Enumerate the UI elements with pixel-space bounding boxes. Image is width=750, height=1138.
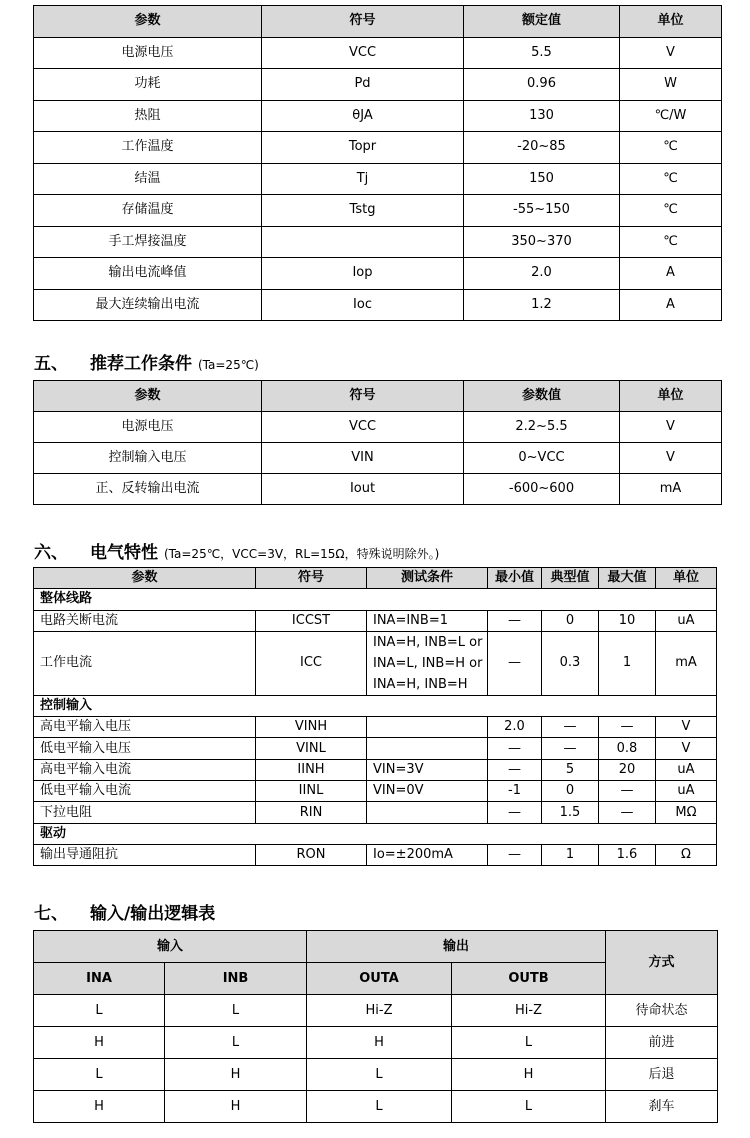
header-param: 参数 [34, 568, 256, 589]
cell-outb: L [452, 1091, 606, 1123]
cell-condition [367, 738, 488, 759]
header-symbol: 符号 [262, 381, 464, 412]
cell-typ: 0.3 [542, 631, 599, 695]
cell-param: 电源电压 [34, 37, 262, 69]
header-param: 参数 [34, 6, 262, 38]
cell-unit: ℃/W [620, 100, 722, 132]
cell-outa: L [307, 1059, 452, 1091]
table-row [34, 226, 722, 258]
section5-number: 五、 [34, 354, 68, 374]
cell-symbol: Iop [262, 258, 464, 290]
table-row [34, 443, 722, 474]
cell-rating: -55~150 [464, 195, 620, 227]
section7-number: 七、 [34, 904, 68, 924]
cell-mode: 后退 [606, 1059, 718, 1091]
cell-typ: 0 [542, 781, 599, 802]
table-header-row [34, 931, 718, 963]
cell-mode: 刹车 [606, 1091, 718, 1123]
cell-unit: Ω [656, 844, 717, 865]
cell-symbol: VCC [262, 37, 464, 69]
cell-unit: V [656, 738, 717, 759]
cell-param: 控制输入电压 [34, 443, 262, 474]
cell-unit: V [620, 412, 722, 443]
cell-max: 0.8 [599, 738, 656, 759]
section7-heading [34, 899, 215, 924]
cell-symbol: VCC [262, 412, 464, 443]
cell-condition [367, 802, 488, 823]
header-condition: 测试条件 [367, 568, 488, 589]
table-row [34, 163, 722, 195]
cell-symbol: VINH [256, 717, 367, 738]
section6-title: 电气特性 [90, 543, 158, 563]
cell-inb: L [165, 1027, 307, 1059]
header-unit: 单位 [620, 381, 722, 412]
cell-param: 低电平输入电压 [34, 738, 256, 759]
cell-unit: MΩ [656, 802, 717, 823]
cell-param: 工作温度 [34, 132, 262, 164]
cell-typ: — [542, 717, 599, 738]
cell-param: 下拉电阻 [34, 802, 256, 823]
cell-symbol: θJA [262, 100, 464, 132]
header-ina: INA [34, 963, 165, 995]
cell-rating: 5.5 [464, 37, 620, 69]
cell-param: 输出电流峰值 [34, 258, 262, 290]
logic-table [33, 930, 718, 1123]
logic-table-body [34, 931, 718, 1123]
cell-rating: 350~370 [464, 226, 620, 258]
table-row [34, 631, 717, 695]
cell-param: 手工焊接温度 [34, 226, 262, 258]
cell-rating: -20~85 [464, 132, 620, 164]
cell-unit: V [620, 443, 722, 474]
condition-line: INA=H, INB=H [373, 676, 468, 692]
cell-outa: L [307, 1091, 452, 1123]
cell-ina: H [34, 1091, 165, 1123]
cell-unit: mA [656, 631, 717, 695]
header-mode: 方式 [606, 931, 718, 995]
header-rating: 额定值 [464, 6, 620, 38]
table-row [34, 717, 717, 738]
cell-mode: 前进 [606, 1027, 718, 1059]
cell-symbol: IINL [256, 781, 367, 802]
cell-max: 10 [599, 610, 656, 631]
cell-symbol: IINH [256, 759, 367, 780]
cell-min: — [488, 610, 542, 631]
cell-rating: 0.96 [464, 69, 620, 101]
header-unit: 单位 [620, 6, 722, 38]
header-unit: 单位 [656, 568, 717, 589]
cell-param: 高电平输入电压 [34, 717, 256, 738]
cell-symbol: ICC [256, 631, 367, 695]
header-inb: INB [165, 963, 307, 995]
group-label-drive: 驱动 [34, 823, 717, 844]
cell-unit: uA [656, 759, 717, 780]
table-row [34, 289, 722, 321]
table-row [34, 759, 717, 780]
cell-rating: 1.2 [464, 289, 620, 321]
cell-rating: 150 [464, 163, 620, 195]
cell-min: — [488, 802, 542, 823]
section6-heading [34, 538, 439, 563]
cell-outa: Hi-Z [307, 995, 452, 1027]
table-row [34, 610, 717, 631]
cell-inb: H [165, 1059, 307, 1091]
cell-param: 结温 [34, 163, 262, 195]
cell-param: 热阻 [34, 100, 262, 132]
cell-param: 输出导通阻抗 [34, 844, 256, 865]
absolute-ratings-table [33, 5, 722, 321]
cell-symbol: Tj [262, 163, 464, 195]
cell-unit: V [620, 37, 722, 69]
cell-max: 1 [599, 631, 656, 695]
table-row [34, 412, 722, 443]
cell-param: 正、反转输出电流 [34, 474, 262, 505]
cell-symbol: Iout [262, 474, 464, 505]
cell-rating: 2.0 [464, 258, 620, 290]
recommended-conditions-body [34, 381, 722, 505]
cell-symbol: VIN [262, 443, 464, 474]
cell-condition [367, 717, 488, 738]
cell-unit: ℃ [620, 132, 722, 164]
group-row [34, 823, 717, 844]
group-row [34, 695, 717, 716]
cell-inb: L [165, 995, 307, 1027]
header-param: 参数 [34, 381, 262, 412]
header-value: 参数值 [464, 381, 620, 412]
cell-max: — [599, 781, 656, 802]
cell-symbol: RON [256, 844, 367, 865]
electrical-characteristics-table [33, 567, 717, 866]
header-typ: 典型值 [542, 568, 599, 589]
header-symbol: 符号 [256, 568, 367, 589]
cell-ina: L [34, 1059, 165, 1091]
cell-typ: 1 [542, 844, 599, 865]
cell-param: 功耗 [34, 69, 262, 101]
cell-param: 电源电压 [34, 412, 262, 443]
table-row [34, 995, 718, 1027]
header-output-group: 输出 [307, 931, 606, 963]
table-header-row [34, 568, 717, 589]
cell-min: — [488, 759, 542, 780]
cell-max: 20 [599, 759, 656, 780]
table-row [34, 781, 717, 802]
cell-symbol: Pd [262, 69, 464, 101]
cell-unit: A [620, 258, 722, 290]
cell-value: 2.2~5.5 [464, 412, 620, 443]
electrical-characteristics-body [34, 568, 717, 866]
cell-condition [367, 631, 488, 695]
cell-unit: ℃ [620, 163, 722, 195]
cell-outb: Hi-Z [452, 995, 606, 1027]
cell-outa: H [307, 1027, 452, 1059]
cell-typ: 1.5 [542, 802, 599, 823]
cell-value: -600~600 [464, 474, 620, 505]
cell-outb: H [452, 1059, 606, 1091]
cell-typ: 0 [542, 610, 599, 631]
cell-param: 存储温度 [34, 195, 262, 227]
cell-typ: — [542, 738, 599, 759]
section6-number: 六、 [34, 543, 68, 563]
table-row [34, 195, 722, 227]
cell-value: 0~VCC [464, 443, 620, 474]
cell-param: 最大连续输出电流 [34, 289, 262, 321]
cell-max: — [599, 802, 656, 823]
table-row [34, 474, 722, 505]
cell-condition: Io=±200mA [367, 844, 488, 865]
table-row [34, 100, 722, 132]
group-label-control-input: 控制输入 [34, 695, 717, 716]
cell-max: — [599, 717, 656, 738]
cell-ina: L [34, 995, 165, 1027]
cell-unit: ℃ [620, 226, 722, 258]
cell-unit: uA [656, 610, 717, 631]
table-row [34, 69, 722, 101]
header-input-group: 输入 [34, 931, 307, 963]
table-row [34, 802, 717, 823]
cell-unit: V [656, 717, 717, 738]
table-row [34, 738, 717, 759]
cell-param: 低电平输入电流 [34, 781, 256, 802]
absolute-ratings-body [34, 6, 722, 321]
section7-title: 输入/输出逻辑表 [90, 904, 216, 924]
cell-symbol: ICCST [256, 610, 367, 631]
section5-note: (Ta=25℃) [198, 358, 259, 372]
header-outa: OUTA [307, 963, 452, 995]
cell-ina: H [34, 1027, 165, 1059]
table-header-row [34, 6, 722, 38]
cell-symbol [262, 226, 464, 258]
group-label-overall: 整体线路 [34, 589, 717, 610]
condition-line: INA=L, INB=H or [373, 655, 483, 671]
cell-rating: 130 [464, 100, 620, 132]
cell-min: 2.0 [488, 717, 542, 738]
cell-unit: ℃ [620, 195, 722, 227]
cell-min: — [488, 738, 542, 759]
cell-unit: mA [620, 474, 722, 505]
table-header-row [34, 381, 722, 412]
cell-symbol: RIN [256, 802, 367, 823]
header-max: 最大值 [599, 568, 656, 589]
section5-title: 推荐工作条件 [90, 354, 192, 374]
cell-symbol: Topr [262, 132, 464, 164]
cell-condition: VIN=0V [367, 781, 488, 802]
cell-param: 高电平输入电流 [34, 759, 256, 780]
section5-heading [34, 349, 259, 374]
cell-unit: uA [656, 781, 717, 802]
cell-param: 电路关断电流 [34, 610, 256, 631]
cell-min: — [488, 631, 542, 695]
recommended-conditions-table [33, 380, 722, 505]
header-min: 最小值 [488, 568, 542, 589]
cell-min: -1 [488, 781, 542, 802]
table-row [34, 1059, 718, 1091]
group-row [34, 589, 717, 610]
table-row [34, 258, 722, 290]
table-row [34, 1027, 718, 1059]
header-outb: OUTB [452, 963, 606, 995]
cell-unit: W [620, 69, 722, 101]
cell-param: 工作电流 [34, 631, 256, 695]
cell-condition: VIN=3V [367, 759, 488, 780]
cell-typ: 5 [542, 759, 599, 780]
cell-symbol: Ioc [262, 289, 464, 321]
table-row [34, 132, 722, 164]
condition-line: INA=H, INB=L or [373, 634, 483, 650]
cell-unit: A [620, 289, 722, 321]
header-symbol: 符号 [262, 6, 464, 38]
cell-symbol: Tstg [262, 195, 464, 227]
table-row [34, 844, 717, 865]
section6-note: (Ta=25℃，VCC=3V，RL=15Ω，特殊说明除外。) [164, 547, 440, 561]
table-row [34, 37, 722, 69]
table-row [34, 1091, 718, 1123]
cell-outb: L [452, 1027, 606, 1059]
cell-min: — [488, 844, 542, 865]
cell-symbol: VINL [256, 738, 367, 759]
cell-condition: INA=INB=1 [367, 610, 488, 631]
cell-max: 1.6 [599, 844, 656, 865]
cell-mode: 待命状态 [606, 995, 718, 1027]
cell-inb: H [165, 1091, 307, 1123]
